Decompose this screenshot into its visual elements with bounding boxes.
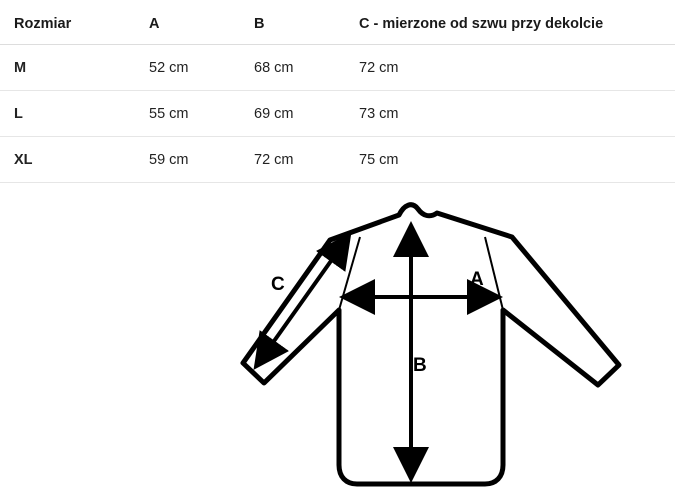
- header-size: Rozmiar: [0, 0, 149, 45]
- table-row: [0, 91, 675, 137]
- cell-b: 68 cm: [254, 45, 359, 91]
- cell-a: 55 cm: [149, 91, 254, 137]
- cell-b: 69 cm: [254, 91, 359, 137]
- cell-size: M: [0, 45, 149, 91]
- cell-a: 59 cm: [149, 137, 254, 183]
- size-table-head: [0, 0, 675, 45]
- cell-c: 72 cm: [359, 45, 675, 91]
- header-c: C - mierzone od szwu przy dekolcie: [359, 0, 675, 45]
- header-a: A: [149, 0, 254, 45]
- table-row: [0, 45, 675, 91]
- header-b: B: [254, 0, 359, 45]
- label-c: C: [271, 274, 285, 295]
- table-row: [0, 137, 675, 183]
- size-table-body: [0, 45, 675, 183]
- sweatshirt-outline-icon: [243, 205, 619, 484]
- table-header-row: [0, 0, 675, 45]
- label-b: B: [413, 355, 427, 376]
- cell-c: 75 cm: [359, 137, 675, 183]
- label-a: A: [470, 269, 484, 290]
- cell-size: XL: [0, 137, 149, 183]
- size-table: [0, 0, 675, 183]
- cell-c: 73 cm: [359, 91, 675, 137]
- cell-a: 52 cm: [149, 45, 254, 91]
- cell-size: L: [0, 91, 149, 137]
- cell-b: 72 cm: [254, 137, 359, 183]
- garment-measurement-diagram: [0, 185, 675, 496]
